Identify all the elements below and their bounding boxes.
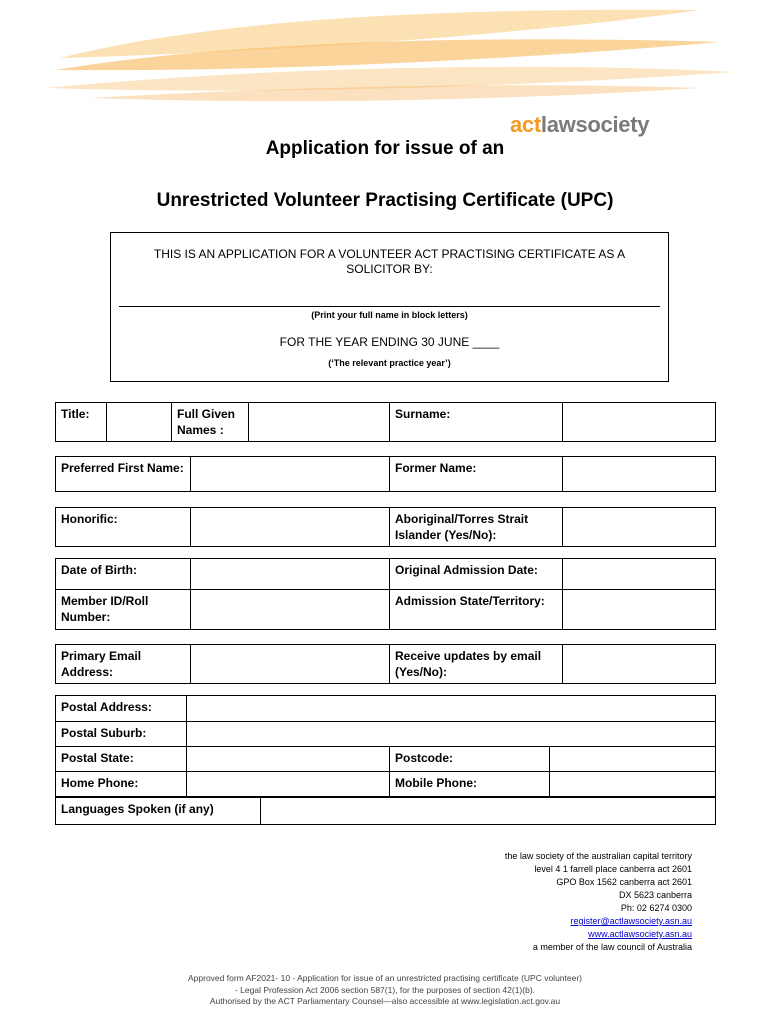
application-intro-text: THIS IS AN APPLICATION FOR A VOLUNTEER ACT PRACTISING CERTIFICATE AS A SOLICITOR BY: — [153, 247, 626, 276]
footer-line1: Approved form AF2021- 10 - Application for issue of an unrestricted practising certificate (UPC volunteer) — [187, 973, 583, 983]
receive-updates-label: Receive updates by email (Yes/No): — [390, 645, 563, 684]
languages-table — [55, 797, 716, 825]
postal-suburb-label: Postal Suburb: — [56, 722, 187, 747]
admission-table — [55, 558, 716, 630]
receive-updates-input[interactable] — [563, 645, 716, 684]
primary-email-input[interactable] — [191, 645, 390, 684]
admission-state-input[interactable] — [563, 589, 716, 629]
year-ending-text: FOR THE YEAR ENDING 30 JUNE ____ — [279, 335, 500, 349]
languages-input[interactable] — [261, 798, 716, 825]
contact-details — [440, 850, 692, 954]
postcode-input[interactable] — [550, 747, 716, 772]
name-table — [55, 402, 716, 442]
dob-label: Date of Birth: — [56, 559, 191, 590]
contact-org: the law society of the australian capital territory — [504, 851, 692, 861]
preferred-first-name-input[interactable] — [191, 457, 390, 492]
contact-email-link[interactable]: register@actlawsociety.asn.au — [570, 916, 692, 926]
header-swoosh-graphic — [0, 0, 770, 110]
logo-part-lawsociety: lawsociety — [540, 112, 650, 137]
member-id-input[interactable] — [191, 589, 390, 629]
page-title-line2: Unrestricted Volunteer Practising Certificate (UPC) — [156, 190, 614, 211]
surname-label: Surname: — [390, 403, 563, 442]
act-law-society-logo — [510, 112, 649, 138]
full-given-names-input[interactable] — [249, 403, 390, 442]
former-name-input[interactable] — [563, 457, 716, 492]
aboriginal-input[interactable] — [563, 508, 716, 547]
mobile-phone-input[interactable] — [550, 772, 716, 797]
postal-suburb-input[interactable] — [187, 722, 716, 747]
home-phone-label: Home Phone: — [56, 772, 187, 797]
original-admission-label: Original Admission Date: — [390, 559, 563, 590]
postal-state-input[interactable] — [187, 747, 390, 772]
original-admission-input[interactable] — [563, 559, 716, 590]
title-label: Title: — [56, 403, 107, 442]
preferred-first-name-label: Preferred First Name: — [56, 457, 191, 492]
postcode-label: Postcode: — [390, 747, 550, 772]
honorific-label: Honorific: — [56, 508, 191, 547]
relevant-year-note: (‘The relevant practice year’) — [328, 358, 451, 368]
page-footer — [0, 973, 770, 1008]
home-phone-input[interactable] — [187, 772, 390, 797]
member-id-label: Member ID/Roll Number: — [56, 589, 191, 629]
dob-input[interactable] — [191, 559, 390, 590]
address-table — [55, 695, 716, 797]
surname-input[interactable] — [563, 403, 716, 442]
postal-state-label: Postal State: — [56, 747, 187, 772]
postal-address-input[interactable] — [187, 696, 716, 722]
footer-line2: - Legal Profession Act 2006 section 587(1), for the purposes of section 42(1)(b). — [234, 984, 536, 995]
contact-dx: DX 5623 canberra — [618, 890, 692, 900]
honorific-table — [55, 507, 716, 547]
page-title-line1: Application for issue of an — [265, 138, 505, 159]
logo-part-act: act — [510, 112, 541, 137]
full-given-names-label: Full Given Names : — [172, 403, 249, 442]
mobile-phone-label: Mobile Phone: — [390, 772, 550, 797]
primary-email-label: Primary Email Address: — [56, 645, 191, 684]
preferred-name-table — [55, 456, 716, 492]
title-input[interactable] — [107, 403, 172, 442]
contact-gpo: GPO Box 1562 canberra act 2601 — [556, 877, 692, 887]
contact-website-link[interactable]: www.actlawsociety.asn.au — [588, 929, 692, 939]
postal-address-label: Postal Address: — [56, 696, 187, 722]
application-statement-box — [110, 232, 669, 382]
contact-member-note: a member of the law council of Australia — [532, 942, 692, 952]
contact-phone: Ph: 02 6274 0300 — [620, 903, 692, 913]
languages-label: Languages Spoken (if any) — [56, 798, 261, 825]
admission-state-label: Admission State/Territory: — [390, 589, 563, 629]
contact-street: level 4 1 farrell place canberra act 2601 — [534, 864, 692, 874]
former-name-label: Former Name: — [390, 457, 563, 492]
honorific-input[interactable] — [191, 508, 390, 547]
aboriginal-label: Aboriginal/Torres Strait Islander (Yes/No): — [390, 508, 563, 547]
footer-line3: Authorised by the ACT Parliamentary Counsel—also accessible at www.legislation.act.gov.au — [209, 996, 561, 1006]
email-table — [55, 644, 716, 684]
full-name-line[interactable] — [119, 306, 660, 307]
name-hint: (Print your full name in block letters) — [311, 310, 468, 320]
